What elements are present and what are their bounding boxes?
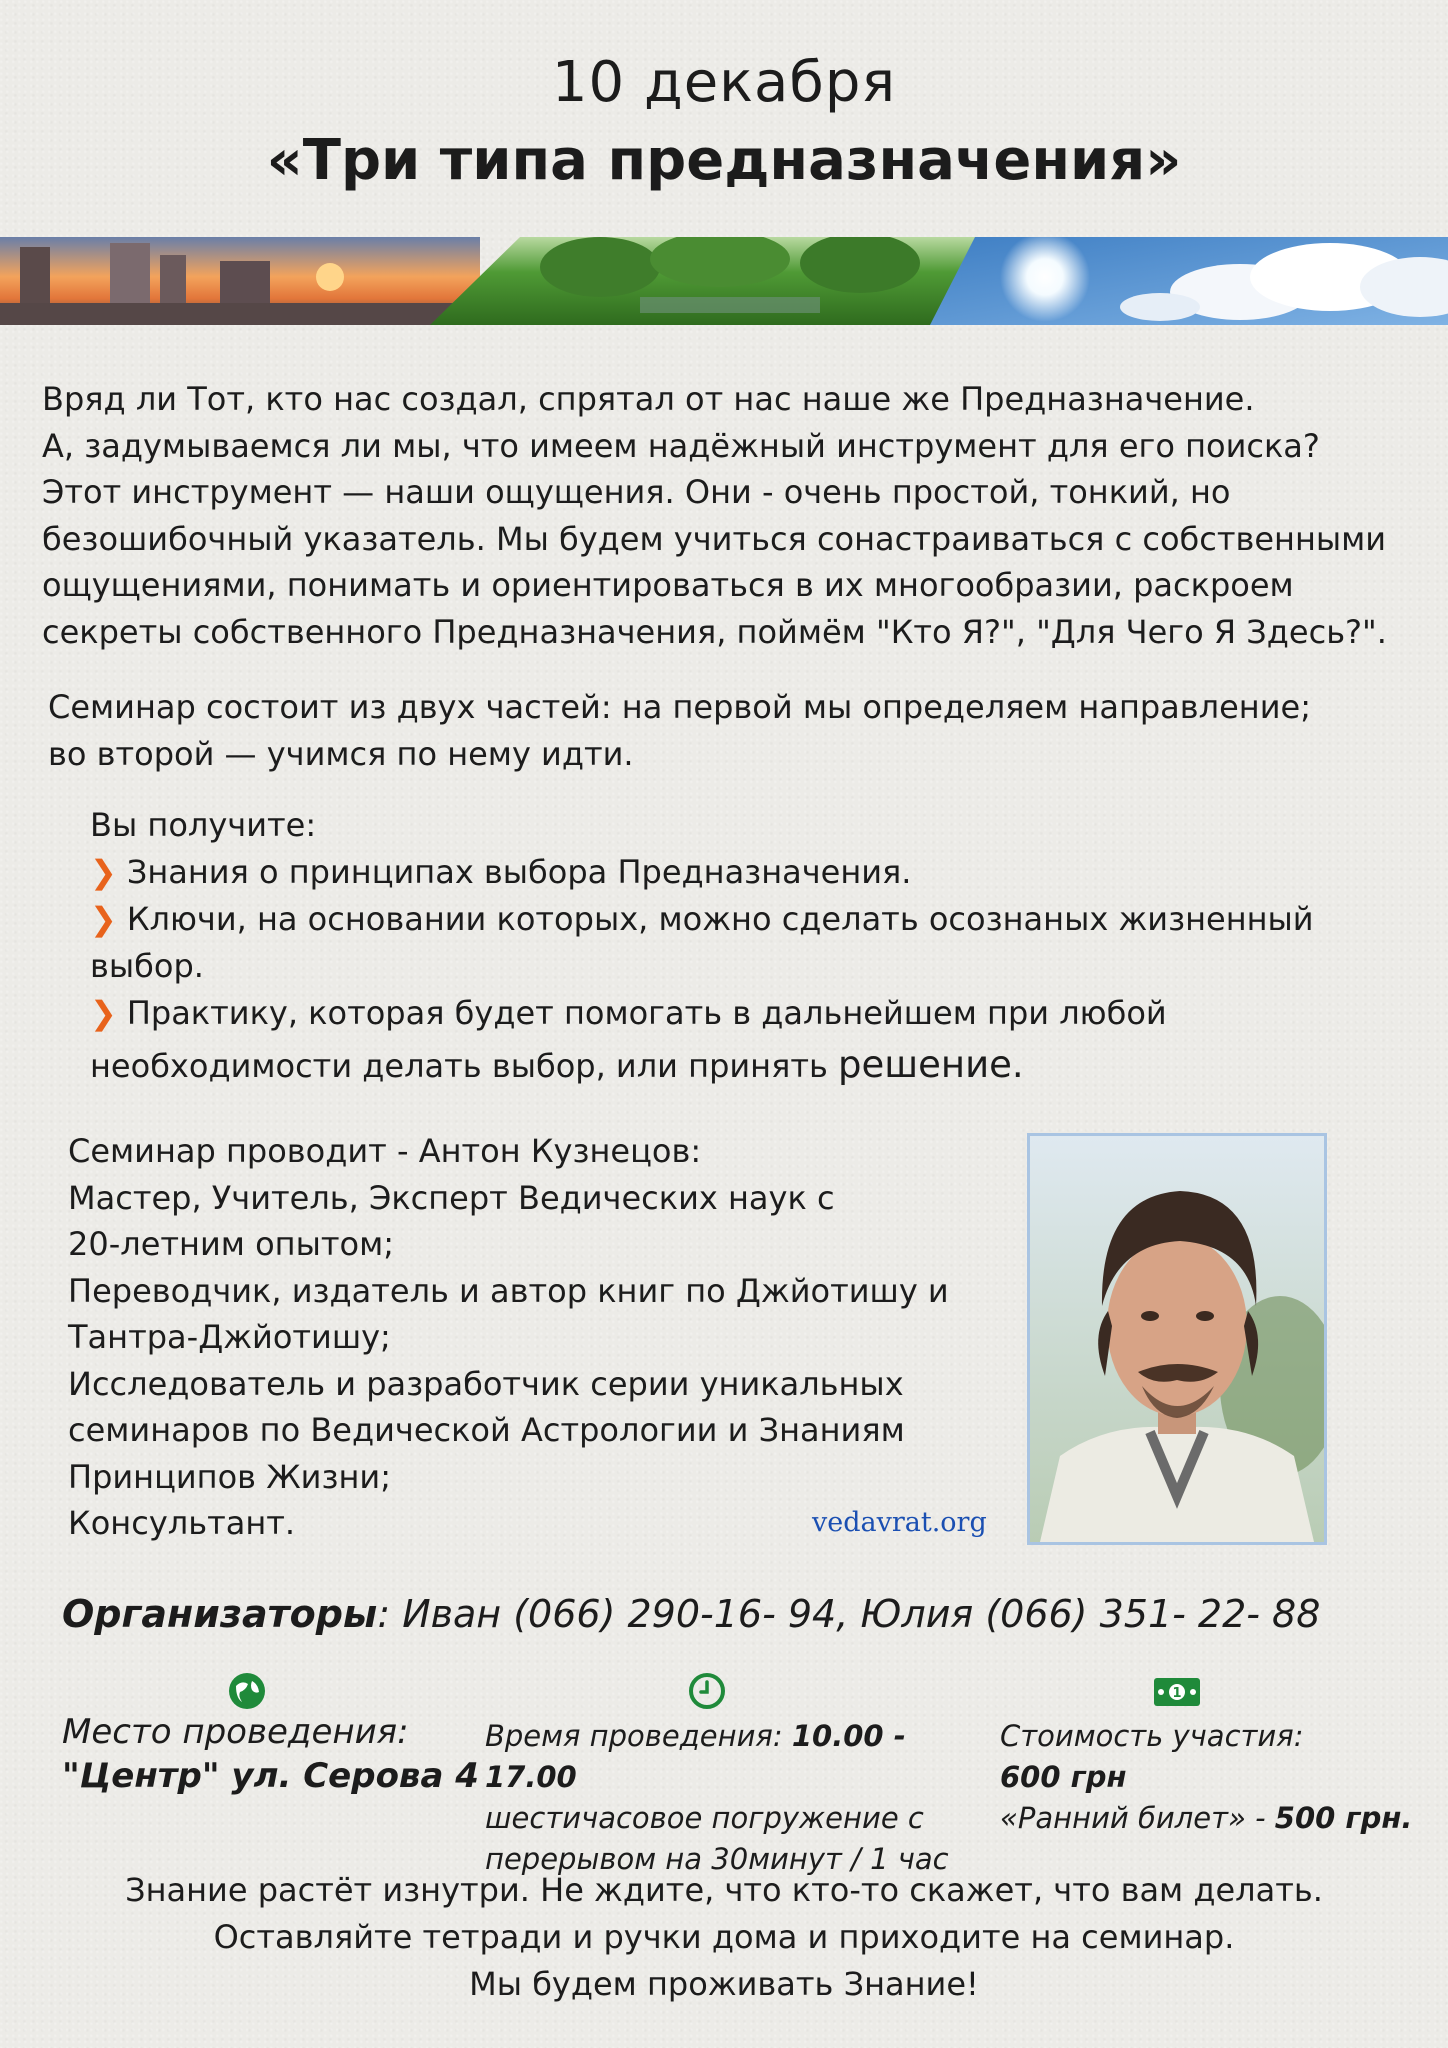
clock-icon [688, 1672, 726, 1714]
structure-line: Семинар состоит из двух частей: на первой мы определяем направление; [48, 688, 1311, 726]
time-label: Время проведения: [485, 1719, 792, 1753]
organizers-label: Организаторы [62, 1592, 378, 1636]
benefit-item-continuation: выбор. [90, 947, 204, 985]
time-line: шестичасовое погружение с [485, 1801, 924, 1835]
benefits-list [90, 802, 1390, 1090]
venue-block [62, 1712, 482, 1796]
speaker-photo [1027, 1133, 1327, 1545]
speaker-line: Семинар проводит - Антон Кузнецов: [68, 1132, 702, 1170]
svg-text:1: 1 [1172, 1686, 1182, 1701]
price-block [1000, 1716, 1448, 1839]
intro-line: Вряд ли Тот, кто нас создал, спрятал от нас наше же Предназначение. [42, 380, 1255, 418]
venue-label: Место проведения: [62, 1712, 409, 1752]
intro-line: секреты собственного Предназначения, поймём "Кто Я?", "Для Чего Я Здесь?". [42, 612, 1387, 651]
early-ticket-label: «Ранний билет» - [1000, 1801, 1275, 1835]
money-icon [1153, 1677, 1201, 1711]
intro-line: ощущениями, понимать и ориентироваться в их многообразии, раскроем [42, 566, 1294, 604]
time-line [485, 1716, 1005, 1798]
time-block [485, 1716, 1005, 1880]
chevron-right-icon: ❯ [90, 853, 117, 891]
speaker-line: Переводчик, издатель и автор книг по Джйотишу и [68, 1271, 949, 1310]
intro-line: безошибочный указатель. Мы будем учиться сонастраиваться с собственными [42, 519, 1387, 558]
venue-value: "Центр" ул. Серова 4 [62, 1756, 479, 1796]
benefit-item: ❯ Знания о принципах выбора Предназначения. [90, 849, 1390, 896]
early-ticket-amount: 500 грн. [1274, 1801, 1413, 1835]
speaker-line: Тантра-Джйотишу; [68, 1318, 391, 1356]
time-line: перерывом на 30минут / 1 час [485, 1842, 949, 1876]
chevron-right-icon: ❯ [90, 994, 117, 1032]
intro-line: Этот инструмент — наши ощущения. Они - очень простой, тонкий, но [42, 473, 1231, 511]
price-label: Стоимость участия: [1000, 1719, 1304, 1753]
website-link[interactable]: vedavrat.org [812, 1507, 987, 1538]
chevron-right-icon: ❯ [90, 900, 117, 938]
globe-icon [228, 1672, 266, 1714]
benefits-heading: Вы получите: [90, 806, 317, 844]
time-hours: 10.00 - 17.00 [485, 1719, 906, 1794]
structure-paragraph [48, 684, 1438, 777]
landscape-banner [0, 237, 1448, 325]
speaker-bio [68, 1128, 988, 1547]
closing-line: Знание растёт изнутри. Не ждите, что кто-то скажет, что вам делать. [125, 1871, 1323, 1909]
benefit-item-continuation: необходимости делать выбор, или принять решение. [90, 1043, 1024, 1086]
speaker-line: Консультант. [68, 1504, 296, 1542]
event-date: 10 декабря [551, 50, 897, 115]
organizers-contacts: : Иван (066) 290-16- 94, Юлия (066) 351- 22- 88 [377, 1592, 1321, 1636]
price-amount: 600 грн [1000, 1760, 1127, 1794]
speaker-line: Исследователь и разработчик серии уникальных [68, 1364, 904, 1403]
early-ticket [1000, 1798, 1448, 1839]
intro-line: А, задумываемся ли мы, что имеем надёжный инструмент для его поиска? [42, 426, 1320, 465]
benefit-item: ❯ Ключи, на основании которых, можно сделать осознаных жизненный [90, 896, 1390, 943]
organizers-line [62, 1592, 1442, 1636]
speaker-line: 20-летним опытом; [68, 1225, 394, 1263]
closing-line: Мы будем проживать Знание! [469, 1965, 979, 2003]
structure-line: во второй — учимся по нему идти. [48, 734, 634, 773]
speaker-line: Принципов Жизни; [68, 1457, 391, 1496]
closing-line: Оставляйте тетради и ручки дома и приходите на семинар. [213, 1918, 1235, 1956]
benefit-item: ❯ Практику, которая будет помогать в дальнейшем при любой [90, 990, 1390, 1037]
intro-paragraph [42, 376, 1432, 655]
speaker-line: Мастер, Учитель, Эксперт Ведических наук с [68, 1178, 835, 1217]
event-title: «Три типа предназначения» [266, 128, 1182, 193]
closing-text [0, 1867, 1448, 2008]
speaker-line: семинаров по Ведической Астрологии и Знаниям [68, 1411, 905, 1449]
